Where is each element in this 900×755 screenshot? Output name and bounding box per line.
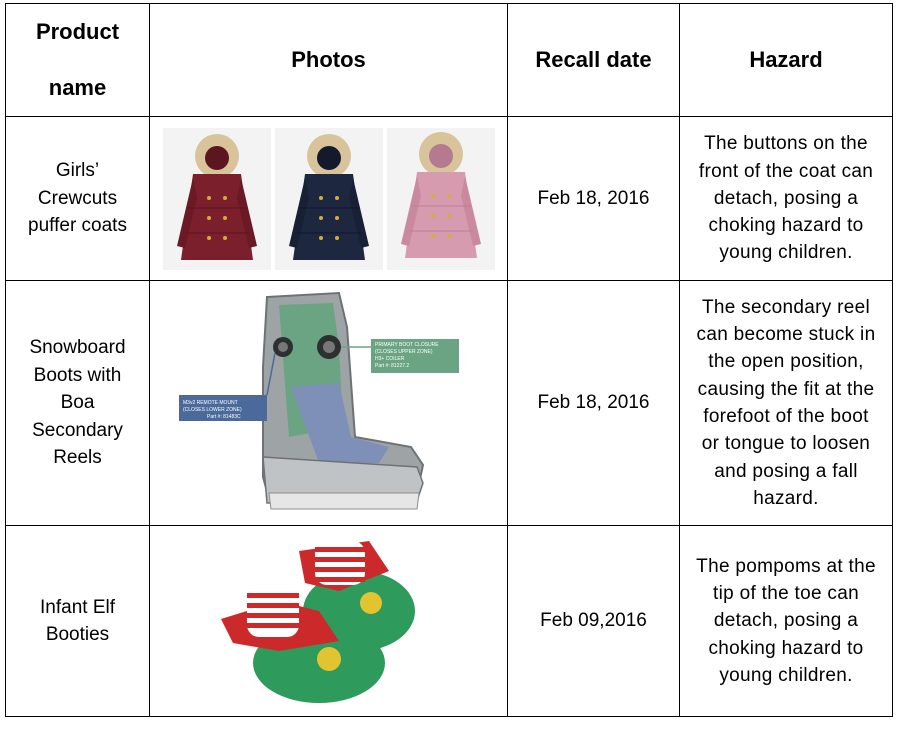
hazard-cell [680, 281, 893, 526]
hazard-line: and posing a fall [714, 460, 858, 482]
photo-cell [150, 526, 508, 717]
puffer-coats-photo [163, 128, 495, 270]
product-name-line: Boa [60, 392, 95, 414]
snowboard-boot-photo [179, 287, 479, 519]
header-product-line1: Product [35, 19, 120, 44]
hazard-line: the open position, [708, 351, 864, 373]
hazard-line: young children. [719, 242, 853, 264]
recall-date-cell: Feb 18, 2016 [508, 117, 680, 281]
hazard-line: choking hazard to [708, 637, 864, 659]
callout-primary-line: (CLOSES UPPER ZONE) [374, 349, 433, 355]
hazard-line: hazard. [753, 487, 819, 509]
hazard-line: forefoot of the boot [703, 406, 869, 427]
hazard-cell [680, 117, 893, 281]
hazard-line: or tongue to loosen [701, 433, 871, 455]
product-name-line: Infant Elf [40, 596, 115, 618]
product-name-line: Crewcuts [37, 187, 118, 209]
hazard-line: The pompoms at the [696, 555, 876, 577]
header-row [6, 4, 893, 117]
product-name-line: Boots with [33, 364, 122, 386]
elf-booties-photo [219, 531, 439, 711]
primary-closure-callout [341, 339, 459, 373]
header-hazard: Hazard [680, 4, 893, 117]
hazard-line: front of the coat can [698, 160, 874, 182]
hazard-line: The secondary reel [701, 296, 871, 318]
photo-cell [150, 117, 508, 281]
hazard-line: detach, posing a [713, 610, 859, 632]
product-name-line: Booties [45, 624, 110, 645]
recall-date-cell: Feb 09,2016 [508, 526, 680, 717]
callout-remote-line: M3v2 REMOTE MOUNT [182, 400, 238, 406]
header-recall-date: Recall date [508, 4, 680, 117]
hazard-line: choking hazard to [708, 215, 864, 237]
table-row [6, 526, 893, 717]
hazard-line: detach, posing a [713, 187, 859, 209]
product-name-cell [6, 281, 150, 526]
product-name-line: Reels [53, 447, 102, 469]
table-row [6, 117, 893, 281]
callout-primary-line: Part #: 81227.2 [374, 363, 409, 369]
callout-primary-line: H3+ COILER [374, 356, 404, 362]
hazard-line: tip of the toe can [713, 583, 859, 605]
hazard-line: The buttons on the [704, 133, 868, 155]
hazard-line: causing the fit at the [697, 378, 875, 400]
photo-cell [150, 281, 508, 526]
remote-mount-callout [179, 353, 275, 421]
table-row [6, 281, 893, 526]
product-name-line: Secondary [32, 419, 123, 441]
header-product-line2: name [48, 75, 107, 100]
callout-remote-line: (CLOSES LOWER ZONE) [182, 407, 242, 413]
boot-illustration [263, 293, 423, 509]
recall-table [5, 3, 893, 717]
header-photos: Photos [150, 4, 508, 117]
product-name-line: puffer coats [28, 215, 127, 237]
header-product-name [6, 4, 150, 117]
product-name-cell [6, 117, 150, 281]
hazard-line: can become stuck in [696, 324, 876, 346]
product-name-line: Snowboard [29, 337, 126, 359]
hazard-line: young children. [719, 664, 853, 686]
product-name-line: Girls’ [55, 160, 100, 182]
product-name-cell [6, 526, 150, 717]
hazard-cell [680, 526, 893, 717]
callout-remote-line: Part #: 81483C [206, 414, 241, 420]
callout-primary-line: PRIMARY BOOT CLOSURE [374, 342, 439, 348]
recall-date-cell: Feb 18, 2016 [508, 281, 680, 526]
